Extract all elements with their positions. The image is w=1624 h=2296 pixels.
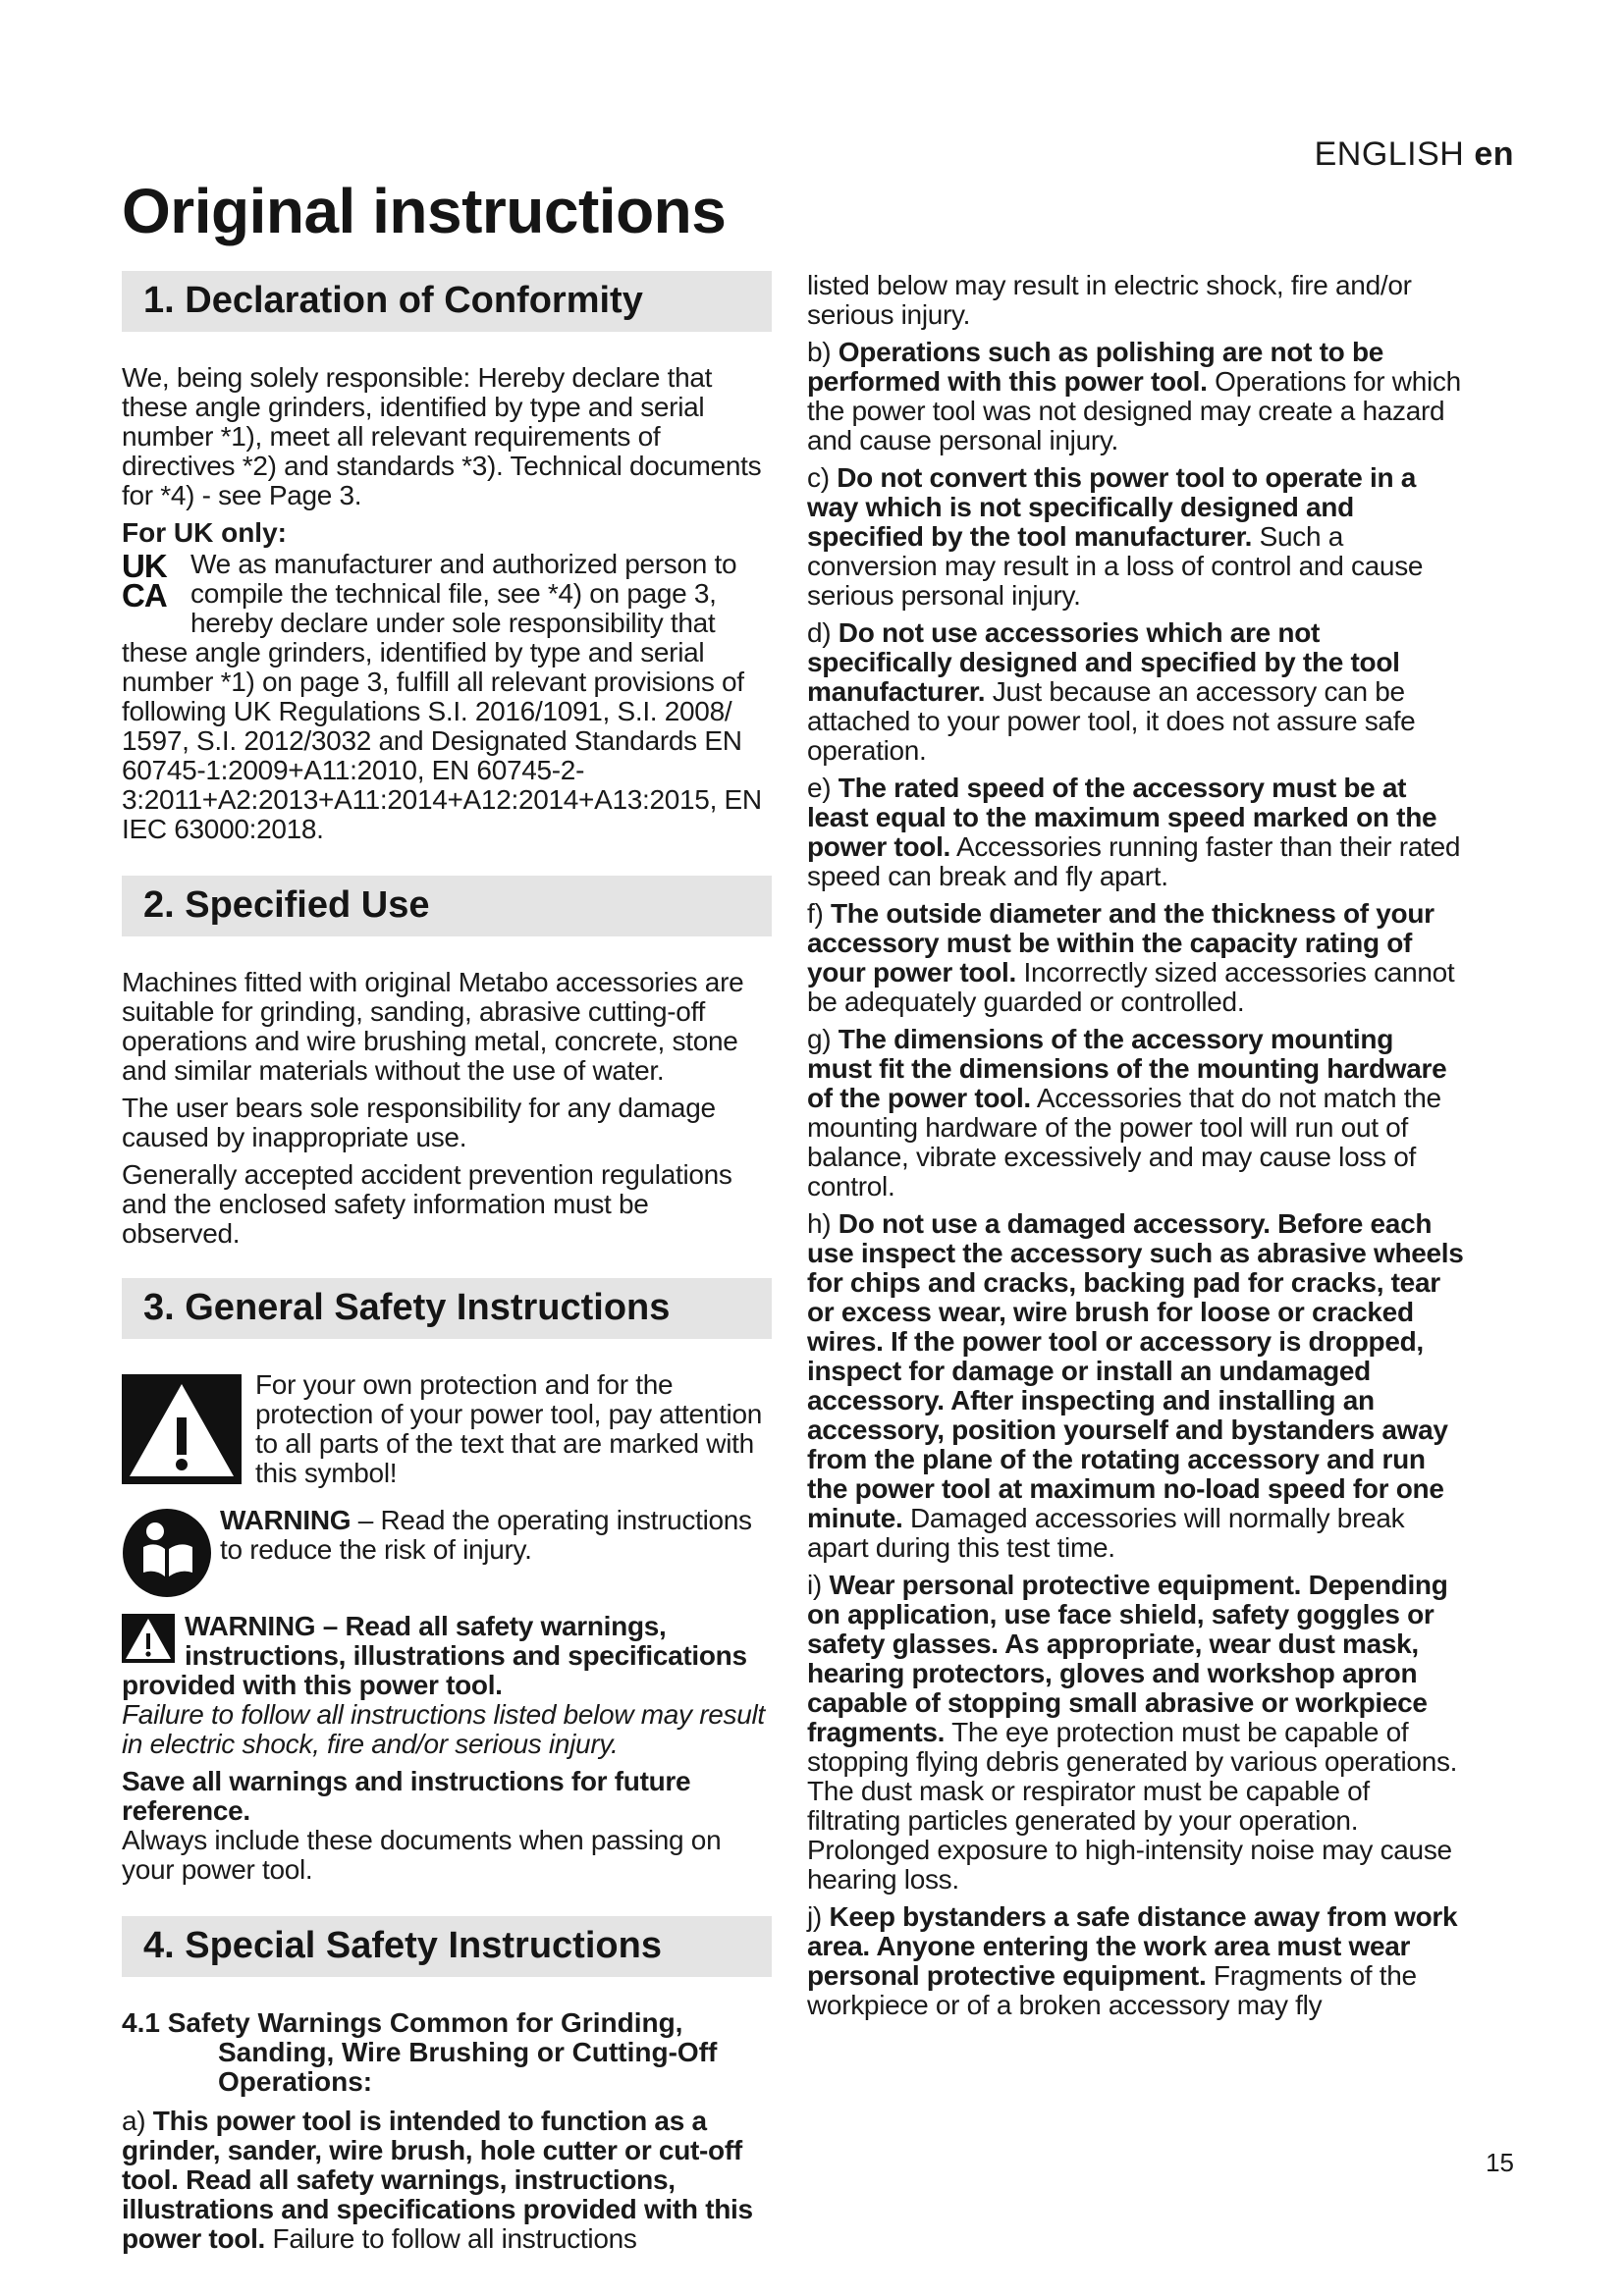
item-g-bold: The dimensions of the accessory mounting must fit the dimensions of the mounting hardware of the power tool.: [807, 1024, 1447, 1113]
item-j: [807, 1902, 1465, 2020]
item-e: [807, 774, 1465, 891]
language-code: en: [1474, 135, 1514, 173]
item-c: [807, 463, 1465, 611]
section-4-heading: 4. Special Safety Instructions: [122, 1916, 772, 1977]
symbol-note-row: [122, 1370, 772, 1488]
item-d: [807, 618, 1465, 766]
page-number: 15: [1486, 2148, 1514, 2177]
item-b-prefix: b): [807, 337, 839, 367]
item-i: [807, 1571, 1465, 1895]
save-instructions-bold: Save all warnings and instructions for future reference.: [122, 1766, 691, 1826]
continued-text: listed below may result in electric shock, fire and/or serious injury.: [807, 270, 1412, 330]
symbol-note-text: For your own protection and for the protection of your power tool, pay attention to all parts of the text that are marked with this symbol!: [255, 1369, 763, 1488]
item-h-text: Damaged accessories will normally break apart during this test time.: [807, 1503, 1405, 1563]
uk-only-heading: For UK only:: [122, 517, 287, 548]
item-b: [807, 338, 1465, 455]
item-c-text: Such a conversion may result in a loss of control and cause serious personal injury.: [807, 521, 1424, 611]
item-g-text: Accessories that do not match the mounting hardware of the power tool will run out of balance, vibrate excessively and may cause loss of control.: [807, 1083, 1441, 1201]
ukca-mark-bottom: CA: [122, 577, 167, 614]
item-f-bold: The outside diameter and the thickness of your accessory must be within the capacity rating of your power tool.: [807, 898, 1435, 988]
item-a-text: Failure to follow all instructions: [265, 2223, 637, 2254]
right-column: [807, 271, 1465, 2028]
item-d-prefix: d): [807, 617, 839, 648]
big-warning-text: WARNING – Read all safety warnings, instructions, illustrations and specifications provided with this power tool.: [122, 1611, 747, 1700]
manual-warning-text: [220, 1506, 772, 1565]
section-3-heading: 3. General Safety Instructions: [122, 1278, 772, 1339]
save-instructions: [122, 1767, 772, 1826]
item-b-text: Operations for which the power tool was not designed may create a hazard and cause personal injury.: [807, 366, 1461, 455]
language-name: ENGLISH: [1314, 135, 1465, 173]
item-h-prefix: h): [807, 1208, 839, 1239]
item-d-text: Just because an accessory can be attached to your power tool, it does not assure safe operation.: [807, 676, 1416, 766]
item-c-bold: Do not convert this power tool to operate in a way which is not specifically designed and specified by the tool manufacturer.: [807, 462, 1417, 552]
item-f-prefix: f): [807, 898, 831, 929]
uk-declaration: [122, 550, 772, 844]
item-c-prefix: c): [807, 462, 838, 493]
item-g-prefix: g): [807, 1024, 839, 1054]
manual-warning-row: [122, 1506, 772, 1590]
manual-warning-body: – Read the operating instructions to reduce the risk of injury.: [220, 1505, 752, 1565]
section-1-heading: 1. Declaration of Conformity: [122, 271, 772, 332]
item-a: [122, 2107, 772, 2254]
read-manual-icon: [122, 1508, 212, 1598]
item-i-bold: Wear personal protective equipment. Depending on application, use face shield, safety goggles or safety glasses. As appropriate, wear dust mask, hearing protectors, gloves and workshop apron capable of stopping small abrasive or workpiece fragments.: [807, 1570, 1448, 1747]
item-j-text: Fragments of the workpiece or of a broken accessory may fly: [807, 1960, 1417, 2020]
ukca-mark-top: UK: [122, 548, 167, 584]
language-label: [1315, 135, 1514, 174]
section-1-body: We, being solely responsible: Hereby declare that these angle grinders, identified by type and serial number *1), meet all relevant requirements of directives *2) and standards *3). Technical documents for *4) - see Page 3.: [122, 362, 762, 510]
specified-use-p3: Generally accepted accident prevention regulations and the enclosed safety information must be observed.: [122, 1159, 732, 1249]
warning-triangle-small-icon: [122, 1614, 175, 1663]
big-warning-italic: Failure to follow all instructions listed below may result in electric shock, fire and/or serious injury.: [122, 1699, 765, 1759]
item-f: [807, 899, 1465, 1017]
item-a-bold: This power tool is intended to function as a grinder, sander, wire brush, hole cutter or cut-off tool. Read all safety warnings, instructions, illustrations and specifications provided with this power tool.: [122, 2106, 753, 2254]
save-instructions-text: Always include these documents when passing on your power tool.: [122, 1825, 722, 1885]
item-a-prefix: a): [122, 2106, 153, 2136]
item-e-text: Accessories running faster than their rated speed can break and fly apart.: [807, 831, 1461, 891]
left-column: [122, 271, 772, 2262]
item-g: [807, 1025, 1465, 1201]
item-i-text: The eye protection must be capable of stopping flying debris generated by various operations. The dust mask or respirator must be capable of filtrating particles generated by your operation. Prolonged exposure to high-intensity noise may cause hearing loss.: [807, 1717, 1458, 1895]
item-h-bold: Do not use a damaged accessory. Before each use inspect the accessory such as abrasive wheels for chips and cracks, backing pad for cracks, tear or excess wear, wire brush for loose or cracked wires. If the power tool or accessory is dropped, inspect for damage or install an undamaged accessory. After inspecting and installing an accessory, position yourself and bystanders away from the plane of the rotating accessory and run the power tool at maximum no-load speed for one minute.: [807, 1208, 1464, 1533]
manual-warning-label: WARNING: [220, 1505, 352, 1535]
item-h: [807, 1209, 1465, 1563]
uk-declaration-text: We as manufacturer and authorized person to compile the technical file, see *4) on page 3, hereby declare under sole responsibility that these angle grinders, identified by type and serial number *1) on page 3, fulfill all relevant provisions of following UK Regulations S.I. 2016/1091, S.I. 2008/ 1597, S.I. 2012/3032 and Designated Standards EN 60745-1:2009+A11:2010, EN 60745-2-3:2011+A2:2013+A11:2014+A12:2014+A13:2015, EN IEC 63000:2018.: [122, 549, 762, 844]
specified-use-p1: Machines fitted with original Metabo accessories are suitable for grinding, sanding, abrasive cutting-off operations and wire brushing metal, concrete, stone and similar materials without the use of water.: [122, 967, 744, 1086]
specified-use-p2: The user bears sole responsibility for any damage caused by inappropriate use.: [122, 1093, 716, 1152]
item-e-bold: The rated speed of the accessory must be at least equal to the maximum speed marked on the power tool.: [807, 773, 1437, 862]
item-j-prefix: j): [807, 1901, 830, 1932]
item-b-bold: Operations such as polishing are not to be performed with this power tool.: [807, 337, 1384, 397]
big-warning: [122, 1612, 772, 1700]
item-e-prefix: e): [807, 773, 839, 803]
subsection-4-1-heading: 4.1 Safety Warnings Common for Grinding, Sanding, Wire Brushing or Cutting-Off Operations:: [122, 2007, 718, 2097]
ukca-mark-icon: [122, 548, 183, 614]
page-title: Original instructions: [122, 176, 727, 246]
section-2-heading: 2. Specified Use: [122, 876, 772, 936]
item-j-bold: Keep bystanders a safe distance away from work area. Anyone entering the work area must wear personal protective equipment.: [807, 1901, 1458, 1991]
item-d-bold: Do not use accessories which are not specifically designed and specified by the tool manufacturer.: [807, 617, 1400, 707]
item-f-text: Incorrectly sized accessories cannot be adequately guarded or controlled.: [807, 957, 1455, 1017]
item-i-prefix: i): [807, 1570, 830, 1600]
warning-triangle-icon: [122, 1374, 242, 1484]
